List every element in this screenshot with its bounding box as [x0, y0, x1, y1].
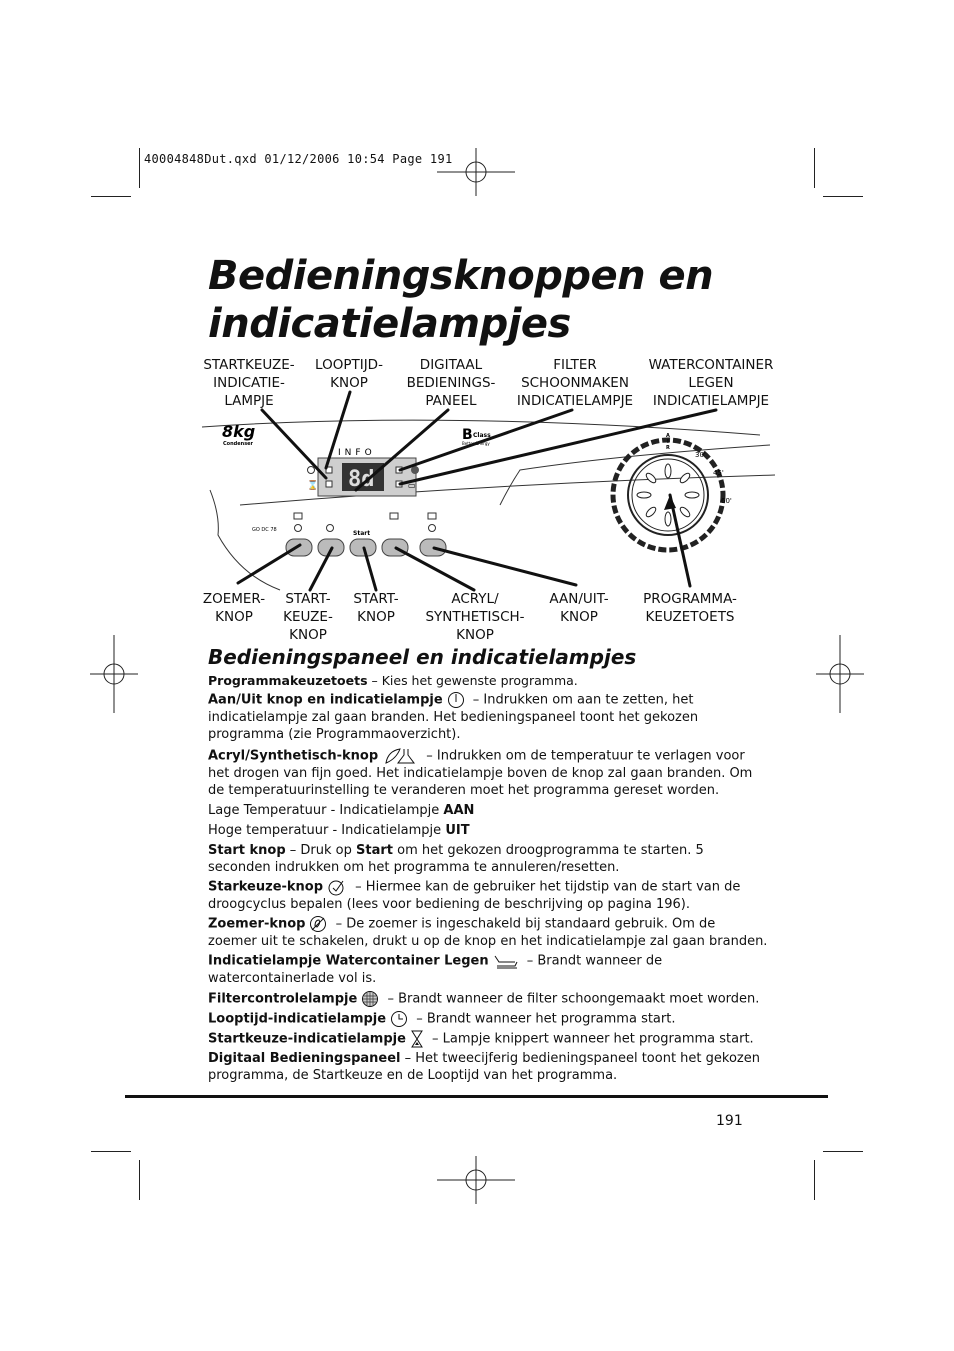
acrylic-icon — [382, 747, 418, 765]
svg-text:Start: Start — [353, 530, 371, 537]
label-watercontainer-legen: WATERCONTAINER LEGEN INDICATIELAMPJE — [648, 357, 774, 409]
item-digitaal-bedieningspaneel: Digitaal Bedieningspaneel – Het tweecijferig bedieningspaneel toont het gekozen programma, de Startkeuze en de Looptijd van het programma. — [208, 1051, 760, 1083]
delay-start-icon — [327, 878, 347, 896]
filter-icon — [361, 990, 379, 1008]
capacity-logo: 8kg — [222, 422, 256, 441]
footer-rule — [125, 1095, 828, 1098]
svg-text:Class: Class — [473, 432, 491, 439]
item-startkeuze-indicatielampje: Startkeuze-indicatielampje – Lampje knippert wanneer het programma start. — [208, 1031, 754, 1047]
svg-text:I: I — [667, 439, 669, 445]
item-programmakeuzetoets: Programmakeuzetoets – Kies het gewenste programma. — [208, 673, 578, 688]
item-acryl: Acryl/Synthetisch-knop – Indrukken om de temperatuur te verlagen voor het drogen van fijn goed. Het indicatielampje boven de knop zal gaan branden. Om de temperatuurinstelling te veranderen moet het programma gereset worden. — [208, 748, 753, 798]
item-watercontainer: Indicatielampje Watercontainer Legen – Brandt wanneer de watercontainerlade vol is. — [208, 953, 663, 986]
label-startkeuze-indicatielampje: STARTKEUZE- INDICATIE- LAMPJE — [203, 357, 295, 409]
section-body — [208, 672, 768, 1086]
file-info: 40004848Dut.qxd 01/12/2006 10:54 Page 191 — [144, 152, 453, 166]
label-zoemer-knop: ZOEMER- KNOP — [202, 591, 266, 625]
svg-text:GO DC 78: GO DC 78 — [252, 527, 277, 533]
item-hoge-temperatuur: Hoge temperatuur - Indicatielampje UIT — [208, 823, 470, 838]
label-programmakeuzetoets: PROGRAMMA- KEUZETOETS — [643, 591, 737, 625]
label-startkeuze-knop: START- KEUZE- KNOP — [283, 591, 333, 643]
clock-icon — [390, 1010, 408, 1028]
svg-text:⌛: ⌛ — [307, 481, 319, 491]
svg-text:Better Energy: Better Energy — [462, 441, 490, 446]
label-acryl-synthetisch-knop: ACRYL/ SYNTHETISCH- KNOP — [425, 591, 525, 643]
svg-text:B: B — [462, 427, 473, 443]
label-filter-schoonmaken: FILTER SCHOONMAKEN INDICATIELAMPJE — [516, 357, 634, 409]
hourglass-icon — [410, 1030, 424, 1048]
svg-text:60': 60' — [721, 497, 732, 505]
power-icon — [447, 691, 465, 709]
page-title: Bedieningsknoppen en indicatielampjes — [208, 253, 714, 347]
label-aan-uit-knop: AAN/UIT- KNOP — [549, 591, 609, 625]
item-lage-temperatuur: Lage Temperatuur - Indicatielampje AAN — [208, 803, 475, 818]
svg-text:▭: ▭ — [408, 481, 416, 490]
svg-text:8d: 8d — [348, 467, 375, 492]
svg-text:Condenser: Condenser — [223, 441, 254, 447]
item-start-knop: Start knop – Druk op Start om het gekozen droogprogramma te starten. 5 seconden indrukken om het programma te annuleren/resetten. — [208, 843, 704, 875]
svg-text:INFO: INFO — [338, 448, 376, 458]
item-zoemer-knop: Zoemer-knop – De zoemer is ingeschakeld bij standaard gebruik. Om de zoemer uit te schakelen, drukt u op de knop en het indicatielampje zal gaan branden. — [208, 916, 768, 949]
svg-text:30': 30' — [695, 451, 706, 459]
svg-text:R: R — [666, 445, 670, 451]
label-looptijd-knop: LOOPTIJD- KNOP — [315, 357, 383, 391]
svg-text:45': 45' — [713, 469, 724, 477]
svg-text:A: A — [666, 433, 670, 439]
water-container-icon — [493, 952, 519, 970]
label-start-knop: START- KNOP — [353, 591, 399, 625]
page-number: 191 — [716, 1113, 743, 1129]
label-digitaal-bedieningspaneel: DIGITAAL BEDIENINGS- PANEEL — [406, 357, 496, 409]
buzzer-icon — [309, 915, 327, 933]
item-filtercontrolelampje: Filtercontrolelampje – Brandt wanneer de filter schoongemaakt moet worden. — [208, 991, 760, 1007]
item-aan-uit: Aan/Uit knop en indicatielampje – Indrukken om aan te zetten, het indicatielampje zal gaan branden. Het bedieningspaneel toont het gekozen programma (zie Programmaoverzicht). — [208, 692, 699, 742]
item-looptijd: Looptijd-indicatielampje – Brandt wanneer het programma start. — [208, 1011, 676, 1027]
item-starkeuze-knop: Starkeuze-knop – Hiermee kan de gebruiker het tijdstip van de start van de droogcyclus bepalen (lees voor bediening de beschrijving op pagina 196). — [208, 879, 741, 912]
section-title: Bedieningspaneel en indicatielampjes — [208, 645, 637, 669]
